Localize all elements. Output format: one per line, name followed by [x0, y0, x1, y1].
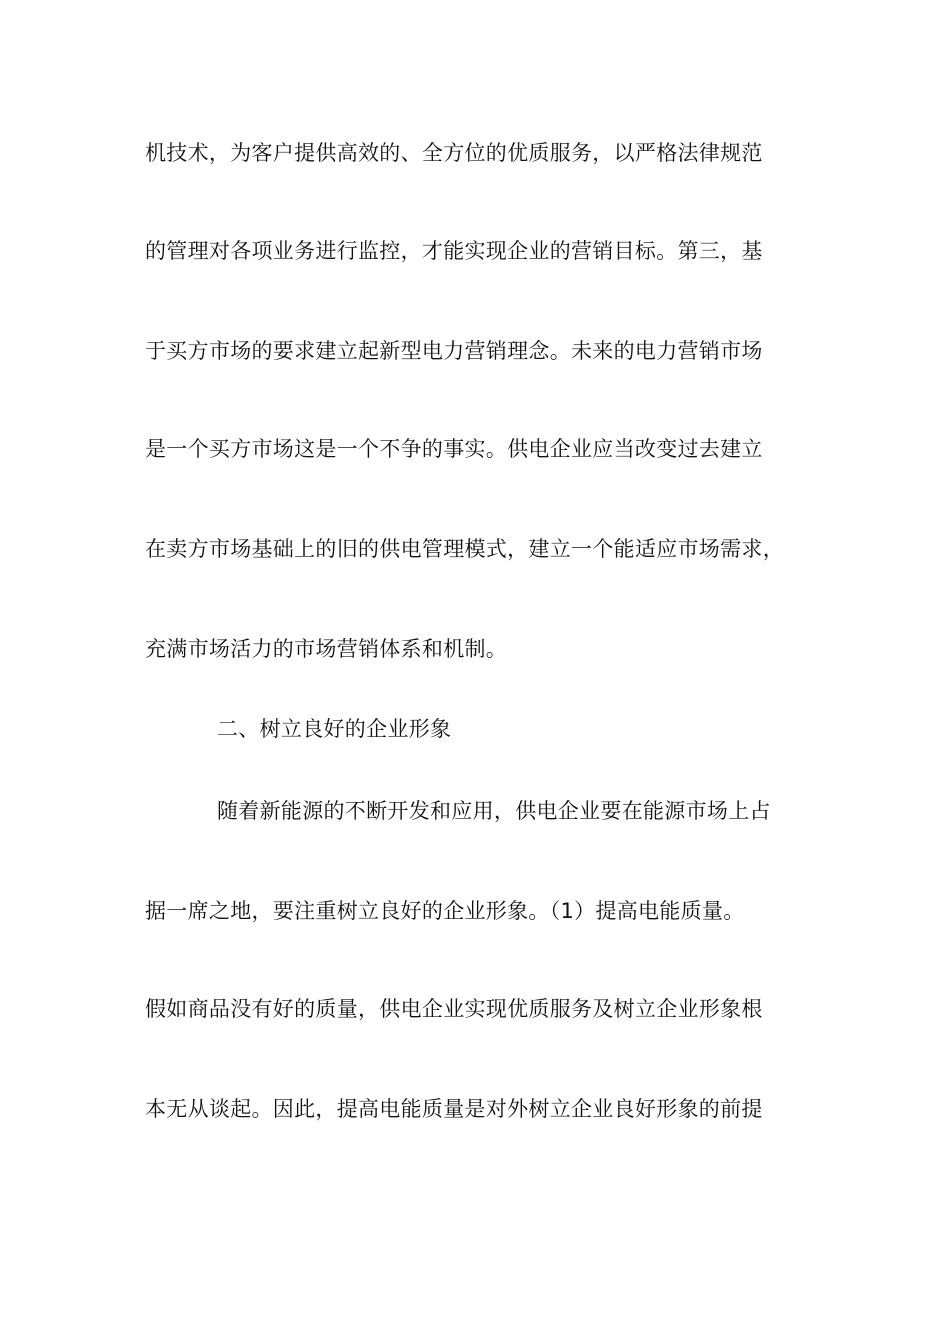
paragraph-line: 随着新能源的不断开发和应用，供电企业要在能源市场上占: [217, 799, 771, 823]
paragraph-line: 充满市场活力的市场营销体系和机制。: [145, 637, 508, 661]
paragraph-line: 的管理对各项业务进行监控，才能实现企业的营销目标。第三，基: [145, 239, 763, 263]
paragraph-line: 是一个买方市场这是一个不争的事实。供电企业应当改变过去建立: [145, 437, 763, 461]
paragraph-line: 假如商品没有好的质量，供电企业实现优质服务及树立企业形象根: [145, 997, 763, 1021]
section-heading: 二、树立良好的企业形象: [217, 717, 452, 741]
paragraph-line: 于买方市场的要求建立起新型电力营销理念。未来的电力营销市场: [145, 339, 763, 363]
paragraph-line: 本无从谈起。因此，提高电能质量是对外树立企业良好形象的前提: [145, 1097, 763, 1121]
paragraph-line: 机技术，为客户提供高效的、全方位的优质服务，以严格法律规范: [145, 141, 763, 165]
paragraph-line: 据一席之地，要注重树立良好的企业形象。（1）提高电能质量。: [145, 899, 745, 923]
paragraph-line: 在卖方市场基础上的旧的供电管理模式，建立一个能适应市场需求，: [145, 537, 784, 561]
